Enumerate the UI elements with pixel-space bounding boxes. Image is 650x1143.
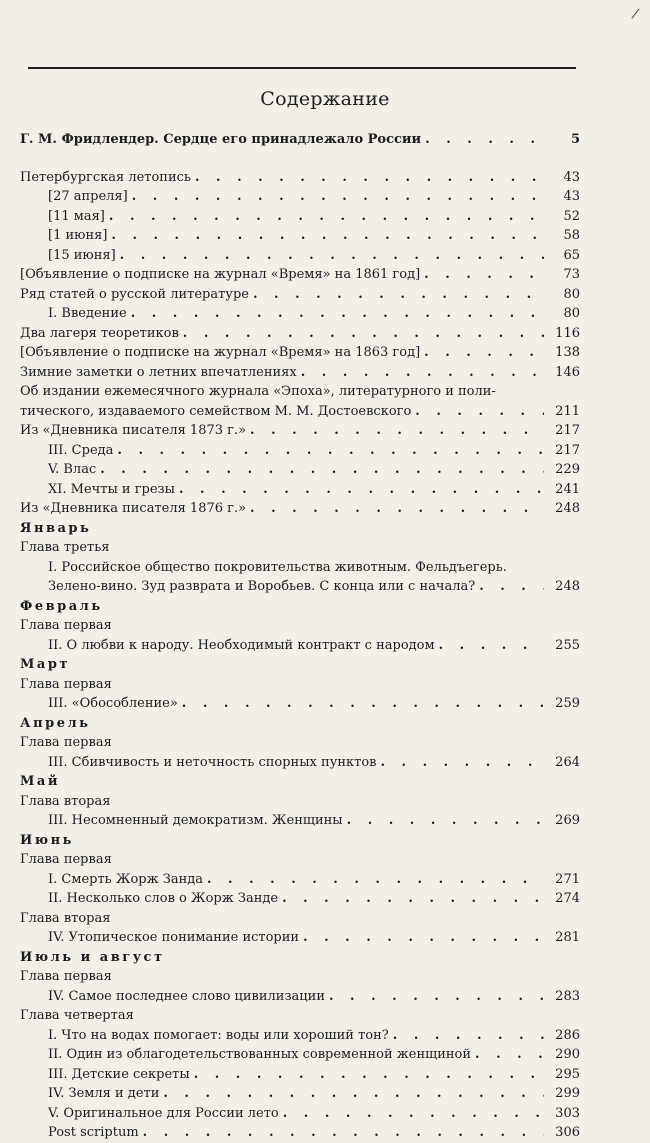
dot-leader [194,1065,544,1085]
toc-entry-title: V. Влас [48,462,97,477]
toc-entry-title: Зелено-вино. Зуд разврата и Воробьев. С конца или с начала? [48,579,476,594]
toc-entry-title: V. Оригинальное для России лето [48,1105,279,1121]
toc-entry-page: 299 [555,1086,580,1101]
toc-entry-page: 43 [563,189,580,204]
toc-entry-title: Глава первая [20,735,112,750]
toc-entry-title: I. Российское общество покровительства животным. Фельдъегерь. [48,559,507,575]
toc-entry-page: 116 [555,325,580,341]
toc-entry-title: III. «Обособление» [48,696,178,711]
toc-entry[interactable] [20,1026,580,1046]
dot-leader [250,499,544,519]
toc-entry-title: XI. Мечты и грезы [48,481,175,497]
toc-entry-title: Глава четвертая [20,1008,134,1023]
dot-leader [207,870,544,890]
dot-leader [425,130,544,150]
toc-entry-title: Глава вторая [20,793,111,809]
toc-entry-title: IV. Земля и дети [48,1086,160,1101]
toc-entry-page: 217 [555,442,580,458]
toc-entry-page: 52 [563,208,580,224]
toc-entry[interactable] [20,987,580,1007]
toc-section-header [20,772,580,792]
toc-entry-page: 65 [563,247,580,263]
toc-entry-title: Глава первая [20,618,112,633]
toc-entry-title: Зимние заметки о летних впечатлениях [20,364,297,380]
toc-entry-title: IV. Самое последнее слово цивилизации [48,988,325,1004]
toc-entry[interactable] [20,889,580,909]
dot-leader [183,324,544,344]
toc-section-header [20,714,580,734]
toc-entry[interactable] [20,187,580,207]
dot-leader [143,1123,544,1143]
toc-entry[interactable] [20,402,580,422]
toc-entry-title: II. О любви к народу. Необходимый контракт с народом [48,637,435,653]
toc-entry-page: 211 [555,403,580,419]
toc-entry-title: Два лагеря теоретиков [20,325,179,341]
toc-entry-title: Февраль [20,598,103,614]
toc-entry [20,967,580,987]
toc-section-header [20,519,580,539]
toc-section-header [20,948,580,968]
toc-entry[interactable] [20,1045,580,1065]
toc-entry-title: Март [20,657,70,672]
toc-entry-page: 248 [555,501,580,516]
toc-entry-page: 264 [555,754,580,770]
top-rule [28,67,576,69]
toc-entry-title: [27 апреля] [48,189,128,204]
toc-entry-title: [1 июня] [48,228,108,243]
toc-entry-page: 274 [555,891,580,906]
toc-entry[interactable] [20,324,580,344]
toc-entry[interactable] [20,480,580,500]
toc-entry-page: 306 [555,1125,580,1140]
toc-entry[interactable] [20,343,580,363]
dot-leader [100,460,544,480]
toc-entry-title: Post scriptum [48,1125,139,1140]
toc-entry [20,792,580,812]
dot-leader [182,694,544,714]
toc-entry [20,558,580,578]
toc-entry-page: 80 [563,306,580,321]
toc-entry[interactable] [20,577,580,597]
toc-entry-title: [Объявление о подписке на журнал «Время» на 1861 год] [20,267,421,282]
toc-entry-title: Г. М. Фридлендер. Сердце его принадлежало России [20,132,422,147]
dot-leader [475,1045,544,1065]
toc-entry [20,382,580,402]
toc-entry[interactable] [20,1123,580,1143]
table-of-contents [20,130,580,1143]
toc-entry-title: Январь [20,520,92,536]
toc-entry [20,538,580,558]
toc-entry[interactable] [20,636,580,656]
toc-entry-title: I. Введение [48,306,127,321]
toc-entry-title: II. Несколько слов о Жорж Занде [48,891,279,906]
toc-entry-page: 283 [555,988,580,1004]
toc-entry [20,850,580,870]
toc-entry[interactable] [20,226,580,246]
toc-entry-page: 217 [555,423,580,438]
toc-entry[interactable] [20,363,580,383]
toc-entry-page: 43 [563,169,580,185]
toc-entry-page: 241 [555,481,580,497]
dot-leader [179,480,544,500]
toc-entry-title: Из «Дневника писателя 1876 г.» [20,501,247,516]
dot-leader [347,811,544,831]
page-title: Содержание [260,88,390,110]
dot-leader [117,441,544,461]
toc-entry [20,733,580,753]
toc-entry-title: Глава первая [20,969,112,984]
toc-entry-title: Ряд статей о русской литературе [20,286,249,302]
toc-entry-title: [11 мая] [48,208,105,224]
toc-entry[interactable] [20,753,580,773]
toc-entry-page: 229 [555,462,580,477]
dot-leader [393,1026,544,1046]
toc-entry[interactable] [20,694,580,714]
toc-entry-title: Май [20,774,60,789]
toc-entry-title: III. Среда [48,442,114,458]
toc-entry-title: [15 июня] [48,247,116,263]
toc-entry-title: Глава третья [20,540,110,555]
dot-leader [424,343,544,363]
dot-leader [111,226,544,246]
toc-entry[interactable] [20,246,580,266]
toc-entry[interactable] [20,1104,580,1124]
toc-entry-title: I. Что на водах помогает: воды или хороший тон? [48,1027,389,1043]
dot-leader [329,987,544,1007]
dot-leader [163,1084,544,1104]
dot-leader [301,363,544,383]
toc-entry-page: 248 [555,579,580,594]
toc-entry-title: III. Сбивчивость и неточность спорных пунктов [48,754,377,770]
toc-entry-page: 146 [555,364,580,380]
toc-entry[interactable] [20,207,580,227]
toc-entry-page: 80 [563,286,580,302]
toc-entry-page: 290 [555,1047,580,1062]
dot-leader [415,402,544,422]
toc-entry-page: 295 [555,1066,580,1082]
toc-entry[interactable] [20,441,580,461]
dot-leader [195,168,544,188]
toc-entry-page: 138 [555,345,580,360]
dot-leader [109,207,544,227]
toc-entry-title: Апрель [20,715,91,731]
toc-section-header [20,831,580,851]
toc-entry-page: 271 [555,871,580,887]
dot-leader [282,889,544,909]
toc-entry[interactable] [20,421,580,441]
toc-entry-page: 286 [555,1027,580,1043]
toc-entry-page: 5 [570,132,580,147]
toc-entry [20,675,580,695]
toc-entry-title: II. Один из облагодетельствованных современной женщиной [48,1047,472,1062]
dot-leader [303,928,544,948]
dot-leader [250,421,544,441]
toc-entry[interactable] [20,285,580,305]
dot-leader [253,285,544,305]
toc-entry-page: 73 [563,267,580,282]
toc-entry [20,909,580,929]
toc-entry[interactable] [20,168,580,188]
toc-entry-title: [Объявление о подписке на журнал «Время» на 1863 год] [20,345,421,360]
dot-leader [424,265,544,285]
corner-pencil-mark: / [630,5,641,23]
toc-entry-title: IV. Утопическое понимание истории [48,930,300,945]
toc-section-header [20,597,580,617]
toc-lead-entry[interactable] [20,130,580,150]
dot-leader [479,577,544,597]
dot-leader [283,1104,544,1124]
toc-entry-title: III. Детские секреты [48,1066,190,1082]
toc-entry[interactable] [20,928,580,948]
toc-entry[interactable] [20,811,580,831]
toc-entry-title: Из «Дневника писателя 1873 г.» [20,423,247,438]
toc-entry [20,616,580,636]
toc-entry-page: 281 [555,930,580,945]
toc-entry-page: 255 [555,637,580,653]
toc-entry-title: III. Несомненный демократизм. Женщины [48,813,343,828]
toc-entry[interactable] [20,460,580,480]
dot-leader [120,246,544,266]
toc-entry[interactable] [20,265,580,285]
toc-entry-title: Глава первая [20,676,112,692]
dot-leader [439,636,544,656]
toc-entry-title: I. Смерть Жорж Занда [48,871,203,887]
toc-entry[interactable] [20,304,580,324]
toc-entry[interactable] [20,499,580,519]
toc-entry[interactable] [20,1084,580,1104]
toc-entry-title: Петербургская летопись [20,169,191,185]
toc-entry [20,1006,580,1026]
toc-entry-page: 303 [555,1105,580,1121]
toc-section-header [20,655,580,675]
dot-leader [132,187,544,207]
toc-entry-title: Июнь [20,832,74,848]
toc-entry-title: Об издании ежемесячного журнала «Эпоха», литературного и поли- [20,384,496,399]
toc-entry-title: тического, издаваемого семейством М. М. Достоевского [20,403,412,419]
toc-entry-page: 269 [555,813,580,828]
toc-entry-title: Глава первая [20,852,112,867]
toc-entry-page: 259 [555,696,580,711]
dot-leader [380,753,544,773]
toc-entry-title: Глава вторая [20,910,111,926]
toc-entry-page: 58 [563,228,580,243]
toc-entry-list [20,168,580,1143]
toc-entry-title: Июль и август [20,949,165,965]
dot-leader [131,304,544,324]
toc-entry[interactable] [20,1065,580,1085]
toc-entry[interactable] [20,870,580,890]
